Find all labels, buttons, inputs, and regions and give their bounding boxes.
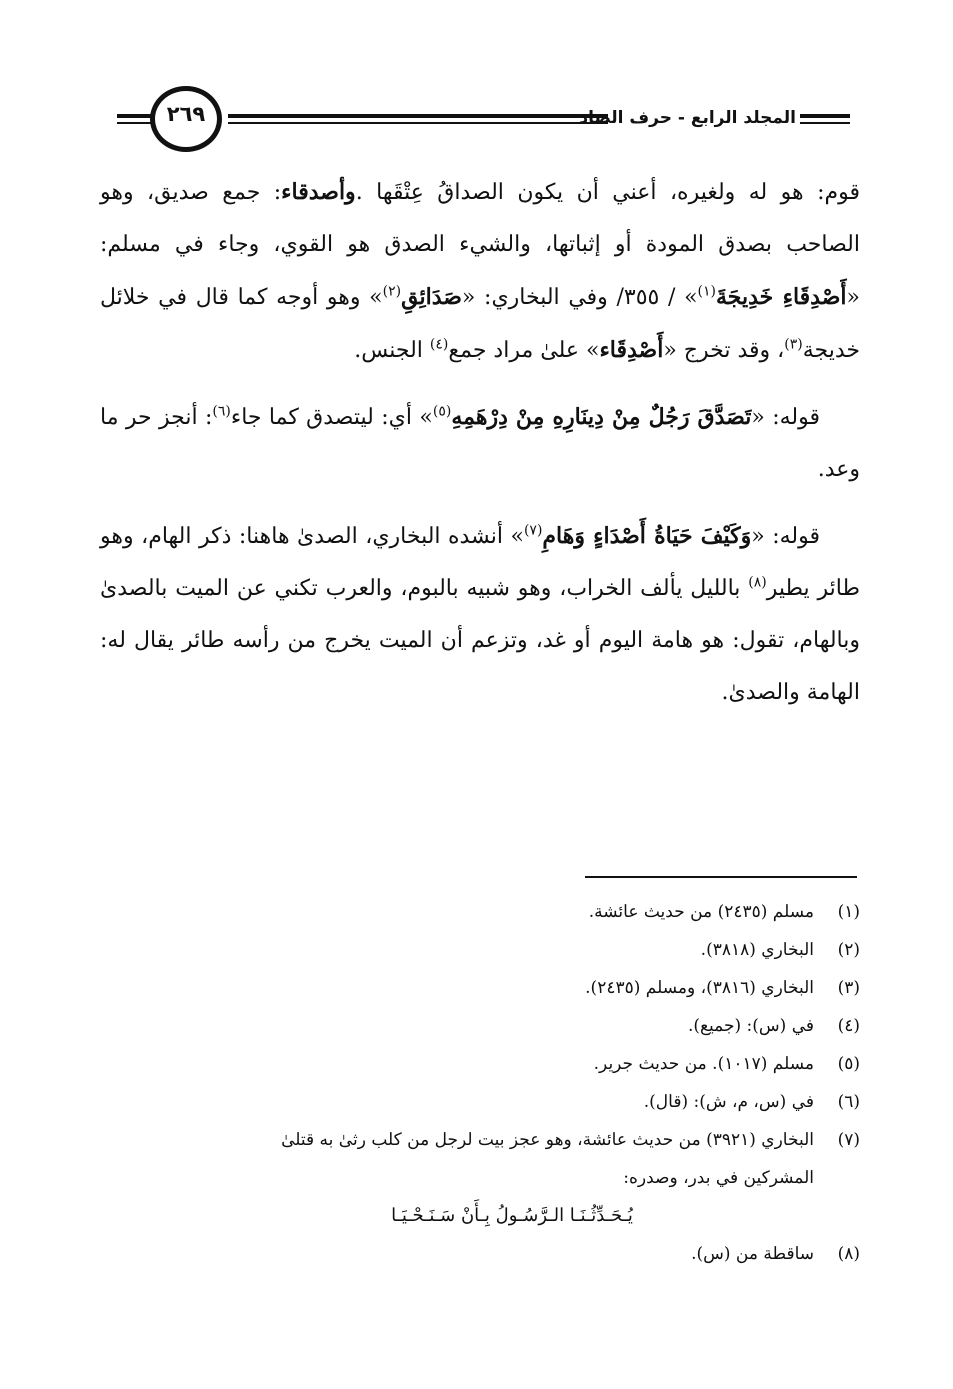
footnote-ref[interactable]: (١) bbox=[697, 283, 717, 300]
text-run: » / ٣٥٥/ وفي البخاري: « bbox=[461, 285, 698, 310]
footnote-ref[interactable]: (٣) bbox=[784, 336, 803, 353]
footnote-text: البخاري (٣٨١٦)، ومسلم (٢٤٣٥). bbox=[585, 978, 814, 998]
text-run: » وهو أوجه كما قال في خلائل خديجة bbox=[100, 285, 860, 363]
footnote-ref[interactable]: (٧) bbox=[523, 522, 543, 539]
footnote-item bbox=[90, 1235, 860, 1273]
text-run: ، وقد تخرج « bbox=[663, 338, 785, 363]
footnote-number: (٥) bbox=[837, 1054, 860, 1074]
paragraph-2 bbox=[100, 391, 860, 496]
footnote-text: البخاري (٣٨١٨). bbox=[700, 940, 814, 960]
quoted-verse-phrase: وَكَيْفَ حَيَاةُ أَصْدَاءٍ وَهَامِ bbox=[542, 523, 752, 549]
footnote-text: مسلم (١٠١٧). من حديث جرير. bbox=[593, 1054, 814, 1074]
footnote-text-line: البخاري (٣٩٢١) من حديث عائشة، وهو عجز بيت لرجل من كلب رثىٰ به قتلىٰ bbox=[281, 1130, 814, 1150]
footnote-ref[interactable]: (٦) bbox=[212, 403, 231, 420]
footnote-text-line: المشركين في بدر، وصدره: bbox=[623, 1168, 814, 1188]
footnote-item bbox=[90, 1045, 860, 1083]
quoted-hadith-phrase: أَصْدِقَاء bbox=[599, 337, 664, 363]
footnote-number: (٦) bbox=[837, 1092, 860, 1112]
text-run: : جمع صديق، وهو الصاحب بصدق المودة أو إثباتها، والشيء الصدق هو القوي، وجاء في مسلم: « bbox=[100, 180, 860, 310]
footnote-separator bbox=[585, 876, 857, 878]
footnote-item bbox=[90, 931, 860, 969]
footnote-number: (٧) bbox=[837, 1130, 860, 1150]
footnote-item bbox=[90, 1007, 860, 1045]
running-title: المجلد الرابع - حرف الصاد bbox=[579, 108, 796, 128]
footnote-number: (٣) bbox=[837, 978, 860, 998]
header-rule-right bbox=[800, 114, 850, 126]
footnote-item bbox=[90, 1121, 860, 1235]
footnote-number: (١) bbox=[837, 902, 860, 922]
page-number: ٢٦٩ bbox=[166, 102, 206, 126]
text-run: قوله: « bbox=[751, 405, 820, 430]
quoted-hadith-phrase: تَصَدَّقَ رَجُلٌ مِنْ دِينَارِهِ مِنْ دِرْهَمِهِ bbox=[451, 404, 752, 430]
footnote-text bbox=[90, 1121, 814, 1235]
footnote-ref[interactable]: (٢) bbox=[382, 283, 402, 300]
quoted-hadith-phrase: صَدَائِقِ bbox=[401, 284, 462, 310]
footnote-ref[interactable]: (٥) bbox=[432, 403, 452, 420]
text-run: » علىٰ مراد جمع bbox=[448, 338, 600, 363]
footnote-ref[interactable]: (٨) bbox=[748, 574, 767, 591]
footnote-item bbox=[90, 893, 860, 931]
poetry-verse: يُـحَـدِّثُـنَـا الـرَّسُـولُ بِـأَنْ سَـنَـحْـيَـا bbox=[391, 1205, 633, 1226]
footnote-number: (٢) bbox=[837, 940, 860, 960]
footnote-number: (٤) bbox=[837, 1016, 860, 1036]
text-run: » أنشده البخاري، الصدىٰ هاهنا: ذكر الهام، وهو طائر يطير bbox=[100, 524, 860, 601]
paragraph-1 bbox=[100, 166, 860, 377]
text-run: : أنجز حر ما وعد. bbox=[100, 405, 860, 482]
header-rule-middle bbox=[228, 114, 608, 126]
footnote-item bbox=[90, 1083, 860, 1121]
quoted-hadith-phrase: أَصْدِقَاءِ خَدِيجَةَ bbox=[716, 284, 847, 310]
footnote-item bbox=[90, 969, 860, 1007]
text-run: قوم: هو له ولغيره، أعني أن يكون الصداقُ عِتْقَها . bbox=[355, 180, 861, 205]
footnote-text: ساقطة من (س). bbox=[691, 1244, 814, 1264]
headword: وأصدقاء bbox=[281, 179, 356, 205]
text-run: الجنس. bbox=[354, 338, 430, 363]
text-run: بالليل يألف الخراب، وهو شبيه بالبوم، والعرب تكني عن الميت بالصدىٰ وبالهام، تقول: هو هامة اليوم أو غد، وتزعم أن الميت يخرج من رأسه طائر يقال له: الهامة والصدىٰ. bbox=[100, 576, 860, 705]
footnotes bbox=[90, 893, 860, 1273]
main-text bbox=[100, 166, 860, 733]
footnote-ref[interactable]: (٤) bbox=[429, 336, 449, 353]
text-run: » أي: ليتصدق كما جاء bbox=[230, 405, 433, 430]
running-header bbox=[0, 0, 953, 175]
footnote-text: في (س، م، ش): (قال). bbox=[643, 1092, 814, 1112]
footnote-text: في (س): (جميع). bbox=[687, 1016, 814, 1036]
text-run: قوله: « bbox=[751, 524, 821, 549]
footnote-number: (٨) bbox=[837, 1244, 860, 1264]
paragraph-3 bbox=[100, 510, 860, 719]
page-number-oval bbox=[150, 86, 222, 152]
footnote-text: مسلم (٢٤٣٥) من حديث عائشة. bbox=[588, 902, 814, 922]
